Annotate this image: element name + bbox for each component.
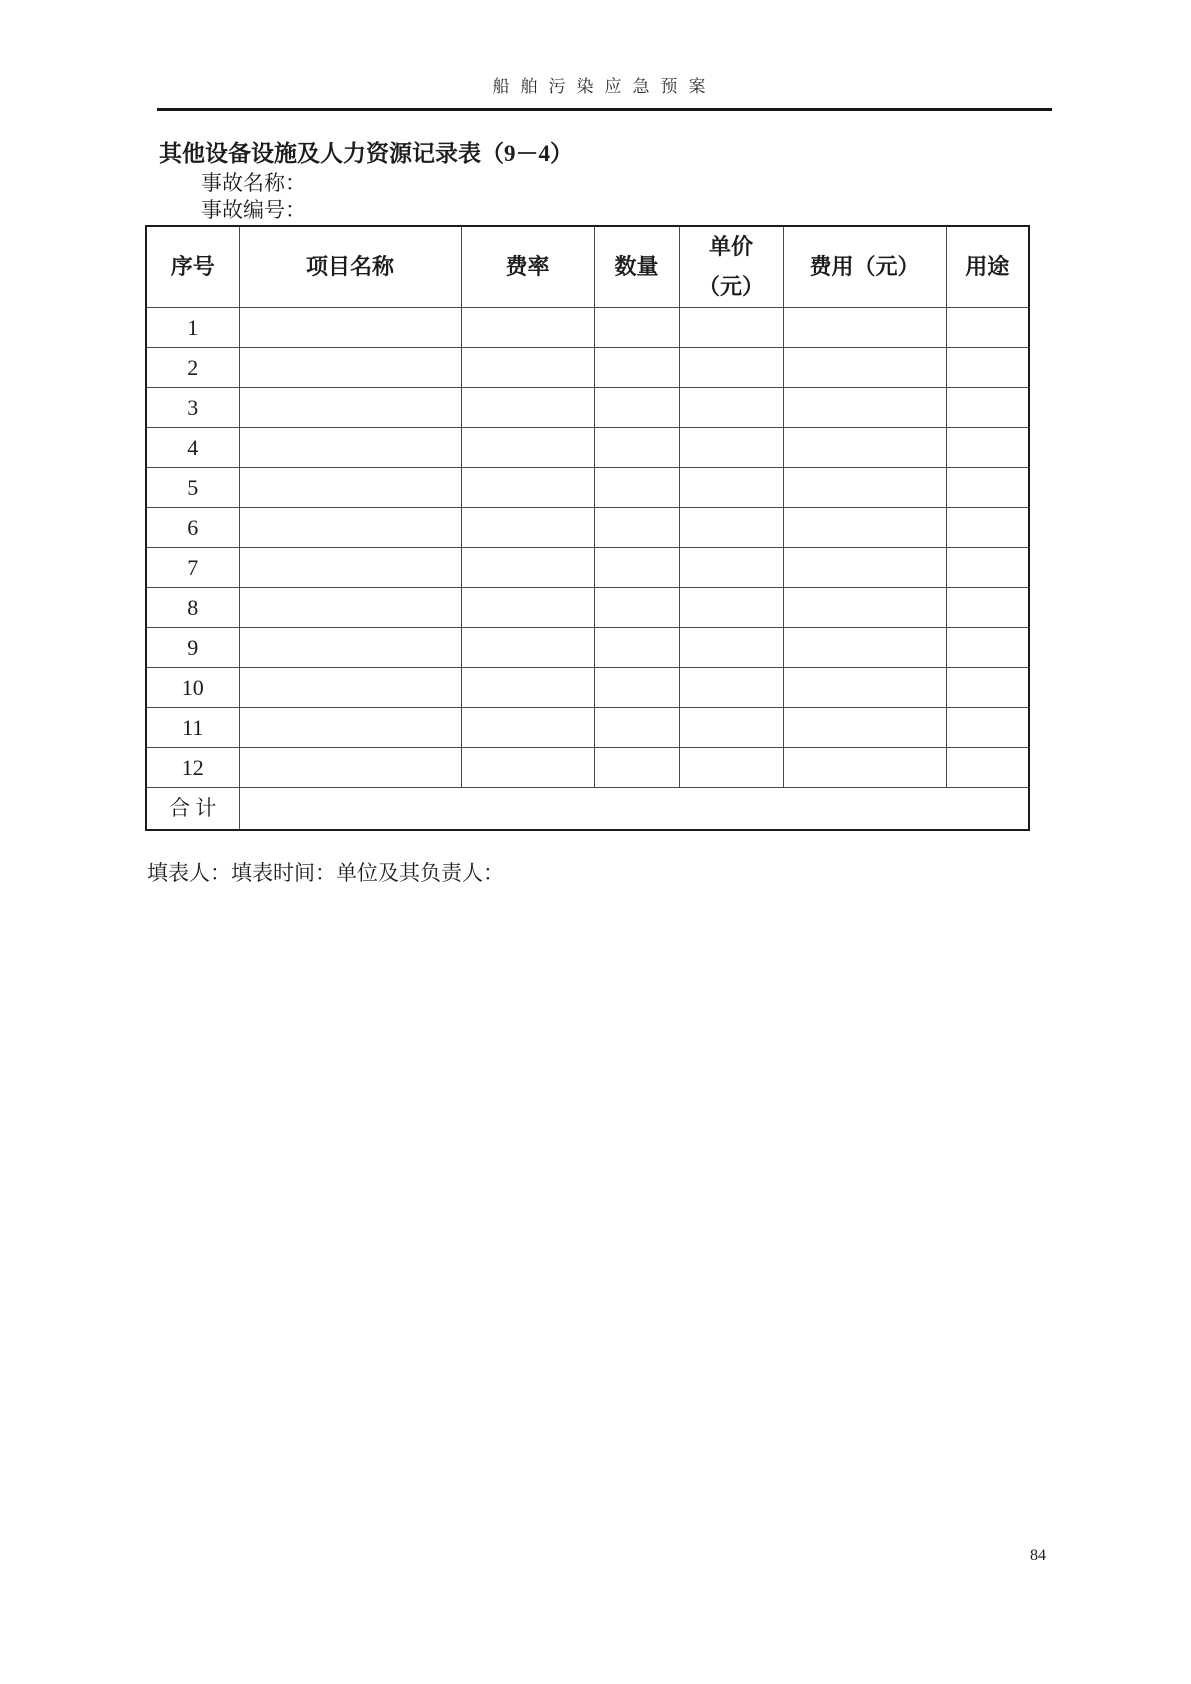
table-cell-empty: [461, 748, 594, 788]
header-cell-purpose: 用途: [946, 226, 1029, 308]
table-cell-empty: [594, 668, 679, 708]
total-label-cell: 合 计: [146, 788, 239, 831]
page-number: 84: [1030, 1547, 1046, 1564]
table-row: [146, 508, 1029, 548]
row-number-cell: 7: [146, 548, 239, 588]
table-cell-empty: [783, 388, 946, 428]
table-cell-empty: [946, 668, 1029, 708]
table-cell-empty: [783, 708, 946, 748]
table-cell-empty: [679, 668, 783, 708]
table-cell-empty: [946, 428, 1029, 468]
table-cell-empty: [239, 388, 461, 428]
table-cell-empty: [594, 388, 679, 428]
table-cell-empty: [946, 388, 1029, 428]
table-cell-empty: [783, 508, 946, 548]
header-cell-item-name: 项目名称: [239, 226, 461, 308]
row-number-cell: 12: [146, 748, 239, 788]
table-cell-empty: [946, 628, 1029, 668]
table-cell-empty: [946, 588, 1029, 628]
table-cell-empty: [679, 548, 783, 588]
table-row: [146, 428, 1029, 468]
table-cell-empty: [594, 708, 679, 748]
footer-note: 填表人：填表时间：单位及其负责人：: [147, 861, 504, 885]
header-cell-cost: 费用（元）: [783, 226, 946, 308]
table-row: [146, 548, 1029, 588]
table-cell-empty: [239, 348, 461, 388]
table-cell-empty: [783, 748, 946, 788]
row-number-cell: 3: [146, 388, 239, 428]
table-row: [146, 388, 1029, 428]
header-cell-quantity: 数量: [594, 226, 679, 308]
row-number-cell: 9: [146, 628, 239, 668]
table-cell-empty: [461, 708, 594, 748]
table-cell-empty: [239, 628, 461, 668]
table-cell-empty: [783, 668, 946, 708]
table-cell-empty: [783, 588, 946, 628]
header-cell-seq: 序号: [146, 226, 239, 308]
table-cell-empty: [679, 388, 783, 428]
table-cell-empty: [594, 588, 679, 628]
table-cell-empty: [461, 588, 594, 628]
table-cell-empty: [594, 628, 679, 668]
table-cell-empty: [239, 748, 461, 788]
table-cell-empty: [239, 708, 461, 748]
accident-id-label: 事故编号：: [201, 198, 306, 222]
table-header-row: [146, 226, 1029, 308]
table-cell-empty: [679, 348, 783, 388]
table-cell-empty: [461, 428, 594, 468]
table-cell-empty: [461, 388, 594, 428]
row-number-cell: 8: [146, 588, 239, 628]
table-cell-empty: [594, 548, 679, 588]
table-cell-empty: [461, 468, 594, 508]
table-cell-empty: [679, 468, 783, 508]
table-cell-empty: [594, 508, 679, 548]
table-row: [146, 708, 1029, 748]
table-row: [146, 628, 1029, 668]
table-cell-empty: [946, 748, 1029, 788]
table-cell-empty: [679, 628, 783, 668]
table-cell-empty: [679, 748, 783, 788]
running-header: 船舶污染应急预案: [492, 77, 717, 96]
table-cell-empty: [783, 548, 946, 588]
table-row: [146, 748, 1029, 788]
row-number-cell: 10: [146, 668, 239, 708]
table-cell-empty: [946, 708, 1029, 748]
table-cell-empty: [461, 348, 594, 388]
table-cell-empty: [239, 508, 461, 548]
table-cell-empty: [239, 308, 461, 348]
table-cell-empty: [783, 308, 946, 348]
header-cell-unit-price: 单价 （元）: [679, 226, 783, 308]
table-cell-empty: [783, 348, 946, 388]
table-cell-empty: [594, 348, 679, 388]
table-cell-empty: [594, 308, 679, 348]
row-number-cell: 2: [146, 348, 239, 388]
row-number-cell: 4: [146, 428, 239, 468]
table-total-row: [146, 788, 1029, 831]
table-cell-empty: [239, 668, 461, 708]
table-cell-empty: [783, 428, 946, 468]
table-cell-empty: [461, 308, 594, 348]
table-cell-empty: [783, 628, 946, 668]
resource-record-table: [145, 225, 1030, 831]
form-title: 其他设备设施及人力资源记录表（9－4）: [159, 141, 573, 166]
table-row: [146, 308, 1029, 348]
table-cell-empty: [239, 548, 461, 588]
table-cell-empty: [594, 428, 679, 468]
table-cell-empty: [679, 308, 783, 348]
row-number-cell: 1: [146, 308, 239, 348]
row-number-cell: 6: [146, 508, 239, 548]
table-row: [146, 668, 1029, 708]
table-cell-empty: [239, 428, 461, 468]
table-cell-empty: [946, 468, 1029, 508]
table-cell-empty: [946, 308, 1029, 348]
table-cell-empty: [239, 588, 461, 628]
table-row: [146, 588, 1029, 628]
table-cell-empty: [461, 628, 594, 668]
table-cell-empty: [783, 468, 946, 508]
table-cell-empty: [679, 708, 783, 748]
table-cell-empty: [461, 548, 594, 588]
table-row: [146, 348, 1029, 388]
table-cell-empty: [461, 668, 594, 708]
row-number-cell: 11: [146, 708, 239, 748]
table-row: [146, 468, 1029, 508]
table-cell-empty: [594, 468, 679, 508]
accident-name-label: 事故名称：: [201, 171, 306, 195]
table-cell-empty: [239, 468, 461, 508]
table-cell-empty: [946, 548, 1029, 588]
table-cell-empty: [679, 428, 783, 468]
total-value-cell-empty: [239, 788, 1029, 831]
table-cell-empty: [594, 748, 679, 788]
table-cell-empty: [946, 508, 1029, 548]
header-cell-rate: 费率: [461, 226, 594, 308]
table-cell-empty: [679, 508, 783, 548]
table-cell-empty: [679, 588, 783, 628]
table-cell-empty: [946, 348, 1029, 388]
table-cell-empty: [461, 508, 594, 548]
header-rule: [157, 108, 1052, 111]
row-number-cell: 5: [146, 468, 239, 508]
